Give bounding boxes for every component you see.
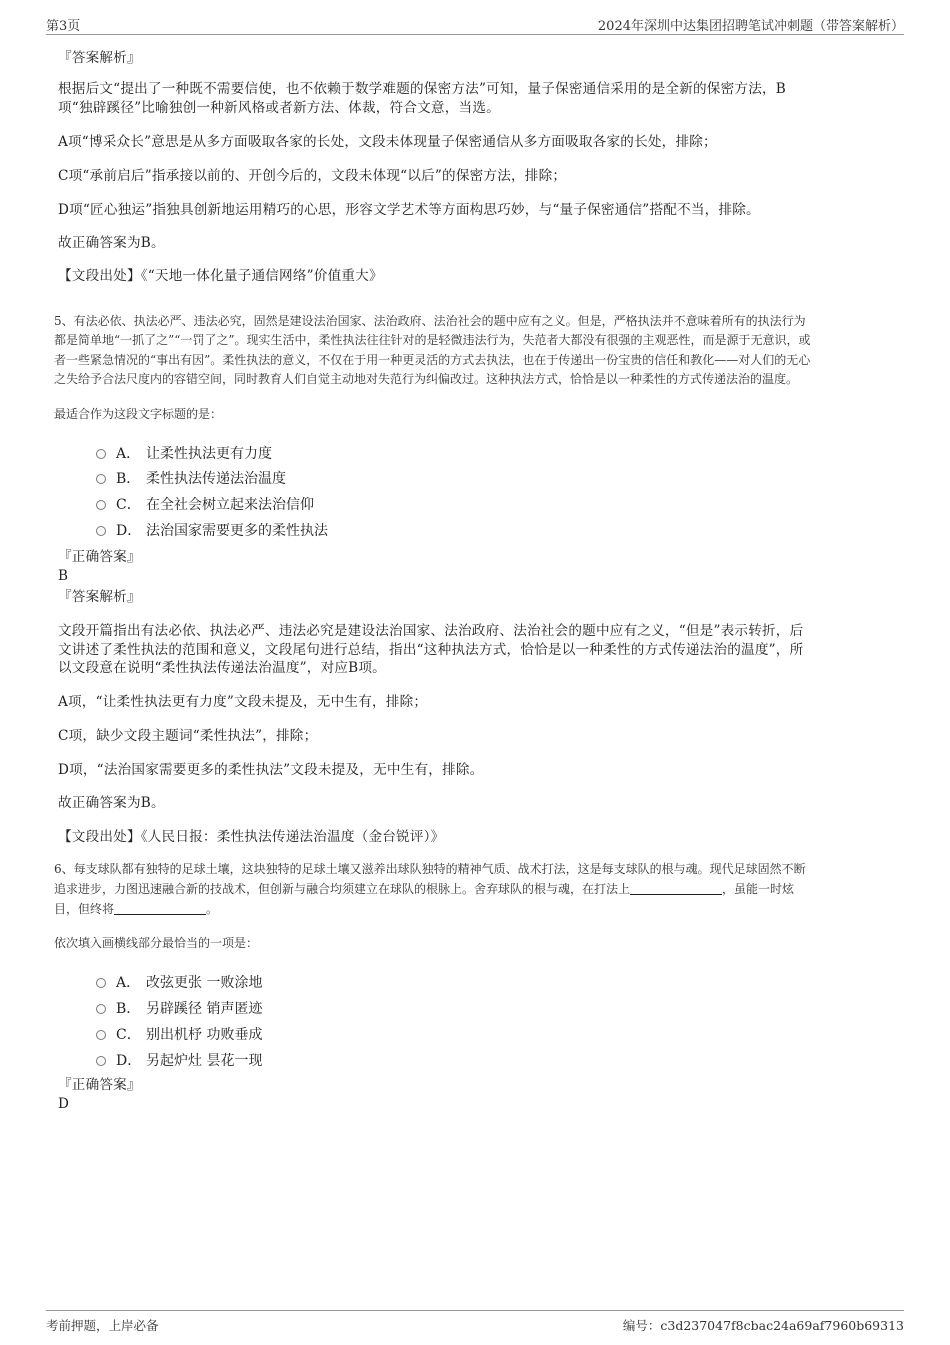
option-letter: B． xyxy=(116,1001,141,1017)
footer-slogan: 考前押题，上岸必备 xyxy=(46,1318,159,1333)
option-letter: B． xyxy=(116,471,141,487)
option-text: 柔性执法传递法治温度 xyxy=(146,471,286,487)
q6-stem-text: 。 xyxy=(206,902,219,916)
option-text: 另辟蹊径 销声匿迹 xyxy=(146,1001,263,1017)
q5-analysis-line: 以文段意在说明“柔性执法传递法治温度”，对应B项。 xyxy=(58,660,386,676)
radio-button-icon[interactable] xyxy=(96,978,106,988)
radio-button-icon[interactable] xyxy=(96,500,106,510)
q5-analysis-line: D项，“法治国家需要更多的柔性执法”文段未提及，无中生有，排除。 xyxy=(58,762,484,778)
radio-button-icon[interactable] xyxy=(96,526,106,536)
q6-answer-label: 『正确答案』 xyxy=(58,1077,141,1093)
option-text: 法治国家需要更多的柔性执法 xyxy=(146,523,328,539)
q6-blank-1 xyxy=(630,882,722,895)
document-title: 2024年深圳中达集团招聘笔试冲刺题（带答案解析） xyxy=(597,19,904,34)
q5-answer: B xyxy=(58,568,69,584)
q4-conclusion: 故正确答案为B。 xyxy=(58,235,165,251)
q6-option-c[interactable] xyxy=(96,1024,262,1044)
q6-stem-line xyxy=(54,880,794,900)
q4-analysis-label: 『答案解析』 xyxy=(58,50,141,66)
page-footer xyxy=(46,1310,904,1337)
q5-answer-label: 『正确答案』 xyxy=(58,549,141,565)
radio-button-icon[interactable] xyxy=(96,449,106,459)
option-letter: C． xyxy=(116,1027,141,1043)
option-letter: C． xyxy=(116,497,141,513)
page-number: 第3页 xyxy=(46,19,81,34)
q5-stem-line: 之失给予合法尺度内的容错空间，同时教育人们自觉主动地对失范行为纠偏改过。这种执法方式，恰恰是以一种柔性的方式传递法治的温度。 xyxy=(54,372,799,386)
q4-analysis-line: A项“博采众长”意思是从多方面吸取各家的长处，文段未体现量子保密通信从多方面吸取各家的长处，排除； xyxy=(58,134,717,150)
q5-source: 【文段出处】《人民日报：柔性执法传递法治温度（金台锐评）》 xyxy=(58,829,445,845)
option-letter: A． xyxy=(116,446,141,462)
option-text: 让柔性执法更有力度 xyxy=(146,446,272,462)
radio-button-icon[interactable] xyxy=(96,474,106,484)
q5-analysis-line: 文段开篇指出有法必依、执法必严、违法必究是建设法治国家、法治政府、法治社会的题中应有之义，“但是”表示转折，后 xyxy=(58,623,804,639)
q4-analysis-line: 根据后文“提出了一种既不需要信使，也不依赖于数学难题的保密方法”可知，量子保密通信采用的是全新的保密方法，B xyxy=(58,81,786,97)
q6-option-d[interactable] xyxy=(96,1050,262,1070)
q5-question: 最适合作为这段文字标题的是： xyxy=(54,407,223,421)
q6-question: 依次填入画横线部分最恰当的一项是： xyxy=(54,936,259,950)
q4-analysis-line: D项“匠心独运”指独具创新地运用精巧的心思，形容文学艺术等方面构思巧妙，与“量子保密通信”搭配不当，排除。 xyxy=(58,202,760,218)
q5-analysis-line: C项，缺少文段主题词“柔性执法”，排除； xyxy=(58,728,318,744)
q5-stem-line: 5、有法必依、执法必严、违法必究，固然是建设法治国家、法治政府、法治社会的题中应有之义。但是，严格执法并不意味着所有的执法行为 xyxy=(54,314,806,328)
q6-stem-text: 目，但终将 xyxy=(54,902,115,916)
q5-stem-line: 都是简单地“一抓了之”“一罚了之”。现实生活中，柔性执法往往针对的是轻微违法行为，失范者大都没有很强的主观恶性，而是源于无意识，或 xyxy=(54,333,811,347)
option-letter: D． xyxy=(116,1053,142,1069)
q6-blank-2 xyxy=(114,902,206,915)
page-header xyxy=(46,14,904,35)
q5-option-d[interactable] xyxy=(96,520,328,540)
q6-option-b[interactable] xyxy=(96,998,262,1018)
q5-option-c[interactable] xyxy=(96,494,314,514)
q5-stem-line: 者一些紧急情况的“事出有因”。柔性执法的意义，不仅在于用一种更灵活的方式去执法，也在于传递出一份宝贵的信任和教化——对人们的无心 xyxy=(54,353,811,367)
q5-analysis-line: 文讲述了柔性执法的范围和意义，文段尾句进行总结，指出“这种执法方式，恰恰是以一种柔性的方式传递法治的温度”，所 xyxy=(58,642,804,658)
q4-analysis-line: 项“独辟蹊径”比喻独创一种新风格或者新方法、体裁，符合文意，当选。 xyxy=(58,100,500,116)
q6-stem-line xyxy=(54,900,218,920)
option-letter: A． xyxy=(116,975,141,991)
radio-button-icon[interactable] xyxy=(96,1056,106,1066)
q5-option-b[interactable] xyxy=(96,468,286,488)
q5-analysis-line: A项，“让柔性执法更有力度”文段未提及，无中生有，排除； xyxy=(58,694,428,710)
q6-stem-line: 6、每支球队都有独特的足球土壤，这块独特的足球土壤又滋养出球队独特的精神气质、战术打法，这是每支球队的根与魂。现代足球固然不断 xyxy=(54,862,806,876)
document-id: 编号：c3d237047f8cbac24a69af7960b69313 xyxy=(622,1318,904,1333)
q5-analysis-label: 『答案解析』 xyxy=(58,589,141,605)
q6-option-a[interactable] xyxy=(96,972,262,992)
q5-conclusion: 故正确答案为B。 xyxy=(58,795,165,811)
radio-button-icon[interactable] xyxy=(96,1004,106,1014)
radio-button-icon[interactable] xyxy=(96,1030,106,1040)
q4-analysis-line: C项“承前启后”指承接以前的、开创今后的，文段未体现“以后”的保密方法，排除； xyxy=(58,168,567,184)
option-text: 在全社会树立起来法治信仰 xyxy=(146,497,314,513)
q6-answer: D xyxy=(58,1096,70,1112)
q6-stem-text: 追求进步，力图迅速融合新的技战术，但创新与融合均须建立在球队的根脉上。舍弃球队的根与魂，在打法上 xyxy=(54,882,631,896)
option-text: 另起炉灶 昙花一现 xyxy=(146,1053,263,1069)
option-letter: D． xyxy=(116,523,142,539)
option-text: 改弦更张 一败涂地 xyxy=(146,975,263,991)
q6-stem-text: ，虽能一时炫 xyxy=(722,882,795,896)
q4-source: 【文段出处】《“天地一体化量子通信网络”价值重大》 xyxy=(58,268,383,284)
q5-option-a[interactable] xyxy=(96,443,272,463)
option-text: 别出机杼 功败垂成 xyxy=(146,1027,263,1043)
